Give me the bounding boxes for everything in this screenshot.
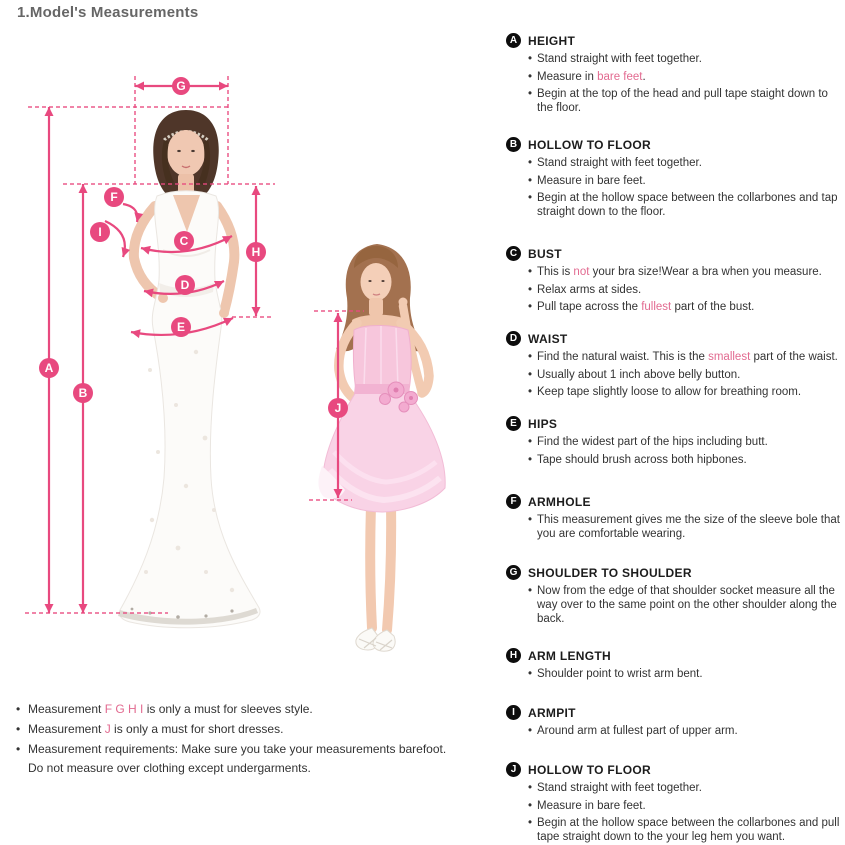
short-model-eye-right bbox=[381, 280, 384, 282]
bullet-line bbox=[528, 52, 840, 66]
footnote-text bbox=[28, 702, 313, 717]
section-title: HIPS bbox=[528, 417, 558, 431]
footnote-text bbox=[28, 742, 446, 776]
footnote bbox=[16, 722, 494, 737]
footnote bbox=[16, 742, 494, 776]
bullet-dot: • bbox=[528, 386, 533, 398]
bullet-line bbox=[528, 350, 840, 364]
bullet-line bbox=[528, 385, 840, 399]
measure-letter: H bbox=[251, 245, 261, 259]
bullet-text bbox=[537, 368, 740, 382]
plain-text: Around arm at fullest part of upper arm. bbox=[537, 725, 738, 737]
bullet-text bbox=[537, 584, 840, 626]
footnote-text-line2: Do not measure over clothing except undergarments. bbox=[28, 761, 311, 775]
plain-text: Shoulder point to wrist arm bent. bbox=[537, 668, 703, 680]
plain-text: Tape should brush across both hipbones. bbox=[537, 453, 747, 466]
measure-badge-E bbox=[171, 317, 191, 337]
bullet-text bbox=[537, 799, 646, 813]
plain-text: part of the bust. bbox=[671, 301, 755, 313]
bullet-line bbox=[528, 799, 840, 813]
bullet-line bbox=[528, 513, 840, 541]
highlighted-text: F G H I bbox=[104, 702, 144, 716]
short-model-eye-left bbox=[368, 280, 371, 282]
bullet-dot: • bbox=[16, 722, 21, 736]
section-body bbox=[528, 331, 840, 403]
measurement-diagram bbox=[0, 0, 505, 700]
plain-text: . bbox=[642, 70, 646, 83]
plain-text: Measurement bbox=[28, 702, 105, 716]
section-title: BUST bbox=[528, 247, 562, 261]
measure-letter: G bbox=[176, 79, 186, 93]
bullet-dot: • bbox=[528, 53, 533, 65]
measure-section-I bbox=[506, 705, 840, 742]
bullet-dot: • bbox=[528, 157, 533, 169]
bullet-dot: • bbox=[16, 702, 21, 716]
bullet-line bbox=[528, 300, 840, 314]
bullet-line bbox=[528, 453, 840, 467]
bullet-text bbox=[537, 70, 646, 84]
bullet-line bbox=[528, 667, 840, 681]
bride-face bbox=[167, 130, 205, 176]
bride-arm-right bbox=[217, 206, 234, 312]
arrowhead-icon bbox=[135, 82, 144, 91]
plain-text: Stand straight with feet together. bbox=[537, 782, 702, 794]
bullet-dot: • bbox=[528, 70, 533, 83]
plain-text: Measure in bbox=[537, 70, 598, 83]
bride-hand-right bbox=[219, 308, 229, 318]
bullet-text bbox=[537, 52, 702, 66]
bullet-dot: • bbox=[528, 351, 533, 363]
measure-badge-A bbox=[39, 358, 59, 378]
arrowhead-icon bbox=[334, 313, 343, 322]
arrowhead-icon bbox=[141, 246, 151, 255]
letter-badge: D bbox=[506, 331, 521, 346]
plain-text: Measure in bare feet. bbox=[537, 799, 646, 812]
short-model-neck bbox=[369, 298, 383, 316]
measure-section-D bbox=[506, 331, 840, 403]
bullet-text bbox=[537, 781, 702, 795]
plain-text: Usually about 1 inch above belly button. bbox=[537, 368, 741, 381]
bullet-dot: • bbox=[528, 436, 533, 448]
plain-text: Pull tape across the bbox=[537, 301, 642, 313]
short-model-leg-right bbox=[387, 505, 391, 630]
highlighted-text: fullest bbox=[641, 301, 672, 313]
bullet-line bbox=[528, 781, 840, 795]
plain-text: Measurement bbox=[28, 722, 105, 736]
bride-eye-right bbox=[191, 150, 195, 152]
section-title: ARMPIT bbox=[528, 706, 576, 720]
bullet-line bbox=[528, 87, 840, 115]
measure-letter: B bbox=[78, 386, 88, 400]
measure-badge-H bbox=[246, 242, 266, 262]
bullet-line bbox=[528, 265, 840, 279]
plain-text: Keep tape slightly loose to allow for breathing room. bbox=[537, 386, 802, 398]
bullet-dot: • bbox=[528, 266, 533, 278]
arrowhead-icon bbox=[252, 307, 261, 316]
arrowhead-icon bbox=[45, 107, 54, 116]
arrowhead-icon bbox=[79, 604, 88, 613]
bullet-dot: • bbox=[528, 453, 533, 466]
highlighted-text: smallest bbox=[708, 351, 751, 363]
bullet-text bbox=[537, 87, 840, 115]
highlighted-text: bare feet bbox=[597, 70, 643, 83]
bullet-text bbox=[537, 174, 646, 188]
bullet-line bbox=[528, 368, 840, 382]
section-body bbox=[528, 416, 840, 470]
bullet-text bbox=[537, 667, 703, 681]
plain-text: is only a must for sleeves style. bbox=[143, 702, 313, 716]
letter-badge: I bbox=[506, 705, 521, 720]
plain-text: Stand straight with feet together. bbox=[537, 53, 702, 65]
measure-section-J bbox=[506, 762, 840, 845]
section-title: HEIGHT bbox=[528, 34, 576, 48]
measure-letter: F bbox=[110, 190, 118, 204]
bullet-text bbox=[537, 191, 840, 219]
bullet-line bbox=[528, 174, 840, 188]
bullet-text bbox=[537, 300, 754, 314]
letter-badge: E bbox=[506, 416, 521, 431]
section-body bbox=[528, 137, 840, 223]
letter-badge: H bbox=[506, 648, 521, 663]
measure-section-B bbox=[506, 137, 840, 223]
plain-text: Begin at the hollow space between the collarbones and tap straight down to the floor. bbox=[537, 192, 838, 218]
measure-letter: A bbox=[44, 361, 54, 375]
plain-text: Stand straight with feet together. bbox=[537, 157, 702, 169]
arrowhead-icon bbox=[131, 329, 141, 338]
letter-badge: C bbox=[506, 246, 521, 261]
letter-badge: A bbox=[506, 33, 521, 48]
measure-letter: I bbox=[98, 225, 102, 239]
bullet-line bbox=[528, 724, 840, 738]
section-body bbox=[528, 494, 840, 545]
measure-badge-C bbox=[174, 231, 194, 251]
measure-badge-J bbox=[328, 398, 348, 418]
measure-letter: C bbox=[179, 234, 189, 248]
bullet-dot: • bbox=[528, 817, 533, 829]
bullet-line bbox=[528, 584, 840, 626]
measure-letter: D bbox=[180, 278, 190, 292]
bullet-text bbox=[537, 156, 702, 170]
footnote bbox=[16, 702, 494, 717]
highlighted-text: J bbox=[104, 722, 111, 736]
bullet-dot: • bbox=[528, 283, 533, 296]
bullet-dot: • bbox=[528, 301, 533, 313]
bullet-dot: • bbox=[528, 585, 533, 597]
measure-badge-B bbox=[73, 383, 93, 403]
measure-section-A bbox=[506, 33, 840, 119]
bullet-text bbox=[537, 283, 641, 297]
plain-text: Measure in bare feet. bbox=[537, 174, 646, 187]
bullet-text bbox=[537, 385, 801, 399]
bullet-dot: • bbox=[528, 514, 533, 526]
bullet-dot: • bbox=[16, 742, 21, 756]
bullet-line bbox=[528, 816, 840, 844]
bullet-dot: • bbox=[528, 799, 533, 812]
bride-eye-left bbox=[177, 150, 181, 152]
footnotes bbox=[16, 702, 494, 781]
section-body bbox=[528, 33, 840, 119]
plain-text: This measurement gives me the size of the sleeve bole that you are comfortable wearing. bbox=[537, 514, 840, 540]
bullet-dot: • bbox=[528, 368, 533, 381]
plain-text: part of the waist. bbox=[750, 351, 838, 363]
section-title: WAIST bbox=[528, 332, 568, 346]
measure-section-F bbox=[506, 494, 840, 545]
short-model-hand-right bbox=[399, 298, 408, 307]
letter-badge: B bbox=[506, 137, 521, 152]
measure-badge-G bbox=[172, 77, 190, 95]
arrowhead-icon bbox=[219, 82, 228, 91]
page-title: 1.Model's Measurements bbox=[17, 4, 199, 21]
bullet-line bbox=[528, 191, 840, 219]
measure-letter: J bbox=[334, 401, 342, 415]
section-title: ARMHOLE bbox=[528, 495, 591, 509]
footnote-text bbox=[28, 722, 283, 737]
bullet-text bbox=[537, 816, 840, 844]
section-body bbox=[528, 565, 840, 630]
measure-badge-D bbox=[175, 275, 195, 295]
measure-section-H bbox=[506, 648, 840, 685]
bullet-dot: • bbox=[528, 668, 533, 680]
plain-text: Find the widest part of the hips including butt. bbox=[537, 436, 768, 448]
letter-badge: F bbox=[506, 494, 521, 509]
measure-badge-F bbox=[104, 187, 124, 207]
section-title: ARM LENGTH bbox=[528, 649, 611, 663]
measure-section-G bbox=[506, 565, 840, 630]
bullet-text bbox=[537, 435, 768, 449]
bullet-dot: • bbox=[528, 782, 533, 794]
bullet-line bbox=[528, 435, 840, 449]
plain-text: Find the natural waist. This is the bbox=[537, 351, 709, 363]
section-title: HOLLOW TO FLOOR bbox=[528, 763, 651, 777]
measure-section-E bbox=[506, 416, 840, 470]
section-body bbox=[528, 648, 840, 685]
arrowhead-icon bbox=[79, 184, 88, 193]
plain-text: Relax arms at sides. bbox=[537, 283, 642, 296]
bullet-line bbox=[528, 283, 840, 297]
plain-text: your bra size!Wear a bra when you measure. bbox=[589, 266, 822, 278]
bullet-text bbox=[537, 724, 738, 738]
short-dress-bodice bbox=[353, 326, 411, 391]
bullet-text bbox=[537, 513, 840, 541]
bullet-dot: • bbox=[528, 725, 533, 737]
section-title: SHOULDER TO SHOULDER bbox=[528, 566, 692, 580]
arrowhead-icon bbox=[122, 247, 131, 257]
arrowhead-icon bbox=[252, 186, 261, 195]
bullet-text bbox=[537, 350, 838, 364]
plain-text: is only a must for short dresses. bbox=[110, 722, 284, 736]
bullet-dot: • bbox=[528, 192, 533, 204]
section-body bbox=[528, 705, 840, 742]
bride-figure bbox=[118, 110, 260, 628]
letter-badge: G bbox=[506, 565, 521, 580]
highlighted-text: not bbox=[573, 266, 590, 278]
bullet-text bbox=[537, 453, 747, 467]
plain-text: This is bbox=[537, 266, 574, 278]
arrowhead-icon bbox=[45, 604, 54, 613]
section-body bbox=[528, 762, 840, 845]
measure-letter: E bbox=[176, 320, 186, 334]
plain-text: Measurement requirements: Make sure you take your measurements barefoot. bbox=[28, 742, 447, 756]
plain-text: Begin at the hollow space between the collarbones and pull tape straight down to the your leg hem you want. bbox=[537, 817, 840, 843]
bullet-line bbox=[528, 156, 840, 170]
section-body bbox=[528, 246, 840, 318]
letter-badge: J bbox=[506, 762, 521, 777]
measure-badge-I bbox=[90, 222, 110, 242]
plain-text: Now from the edge of that shoulder socket measure all the way over to the same point on the other shoulder along the back. bbox=[537, 585, 837, 625]
short-model-leg-left bbox=[370, 505, 372, 628]
section-title: HOLLOW TO FLOOR bbox=[528, 138, 651, 152]
bullet-dot: • bbox=[528, 174, 533, 187]
bullet-text bbox=[537, 265, 822, 279]
bullet-line bbox=[528, 70, 840, 84]
bullet-dot: • bbox=[528, 88, 533, 100]
measure-section-C bbox=[506, 246, 840, 318]
plain-text: Begin at the top of the head and pull tape staight down to the floor. bbox=[537, 88, 828, 114]
